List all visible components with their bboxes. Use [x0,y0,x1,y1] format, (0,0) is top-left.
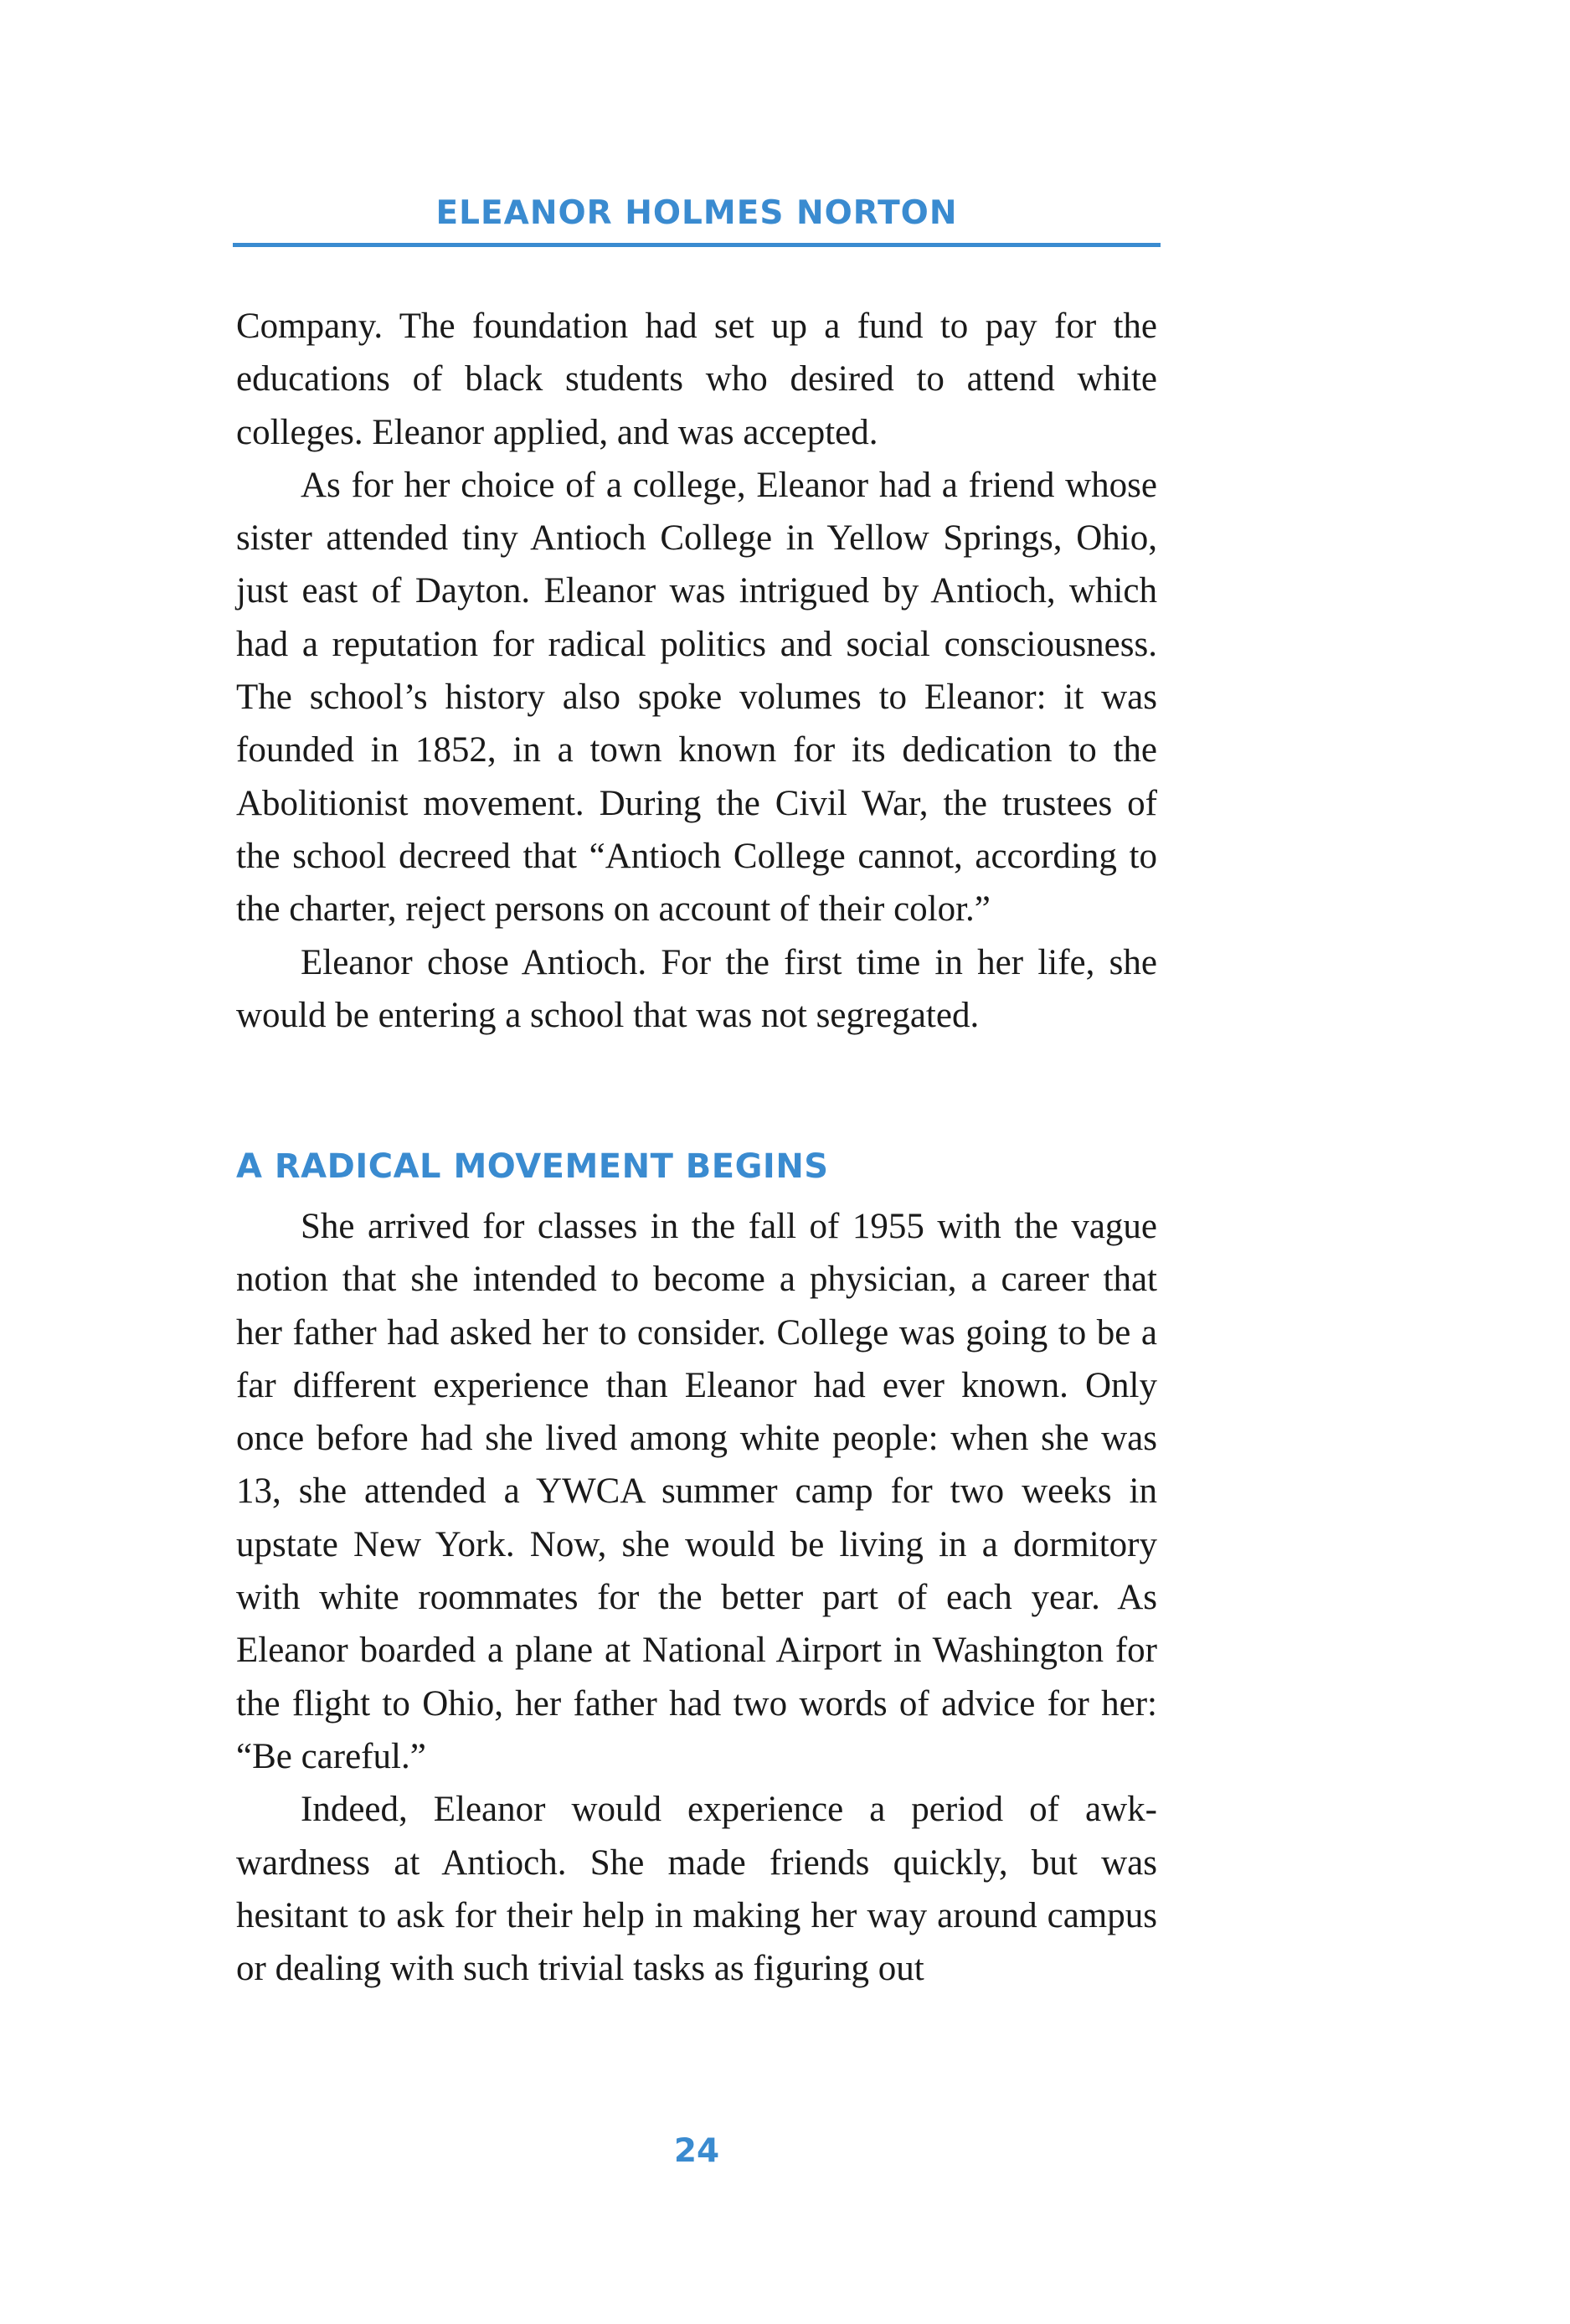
body-text-bottom [236,1200,1157,1995]
paragraph: Eleanor chose Antioch. For the first time in her life, she would be entering a school that was not segregated. [236,942,1157,1035]
paragraph: She arrived for classes in the fall of 1955 with the vague notion that she intended to become a physician, a career that her father had asked her to consider. College was going to be a far different experience than Eleanor had ever known. Only once before had she lived among white people: when she was 13, she attended a YWCA summer camp for two weeks in upstate New York. Now, she would be living in a dormitory with white roommates for the better part of each year. As Eleanor boarded a plane at National Airport in Washington for the flight to Ohio, her father had two words of advice for her: “Be careful.” [236,1207,1157,1776]
paragraph: As for her choice of a college, Eleanor had a friend whose sister attended tiny Antioch College in Yellow Springs, Ohio, just east of Dayton. Eleanor was intrigued by Antioch, which had a reputation for radical politics and social consciousness. The school’s history also spoke volumes to Eleanor: it was founded in 1852, in a town known for its dedication to the Abolitionist movement. During the Civil War, the trustees of the school decreed that “Antioch College cannot, according to the charter, reject persons on account of their color.” [236,465,1157,930]
paragraph: Indeed, Eleanor would experience a period of awkwardness at Antioch. She made friends quickly, but was hesitant to ask for their help in making her way around campus or dealing with such trivial tasks as figuring out [236,1790,1157,1989]
section-heading: A RADICAL MOVEMENT BEGINS [236,1147,829,1186]
body-text-top [236,300,1157,1042]
page-number: 24 [673,2132,720,2170]
running-head-title: ELEANOR HOLMES NORTON [435,194,958,232]
paragraph: Company. The foundation had set up a fund to pay for the educations of black students who desired to attend white colleges. Eleanor applied, and was accepted. [236,307,1157,452]
header-rule [233,243,1161,247]
